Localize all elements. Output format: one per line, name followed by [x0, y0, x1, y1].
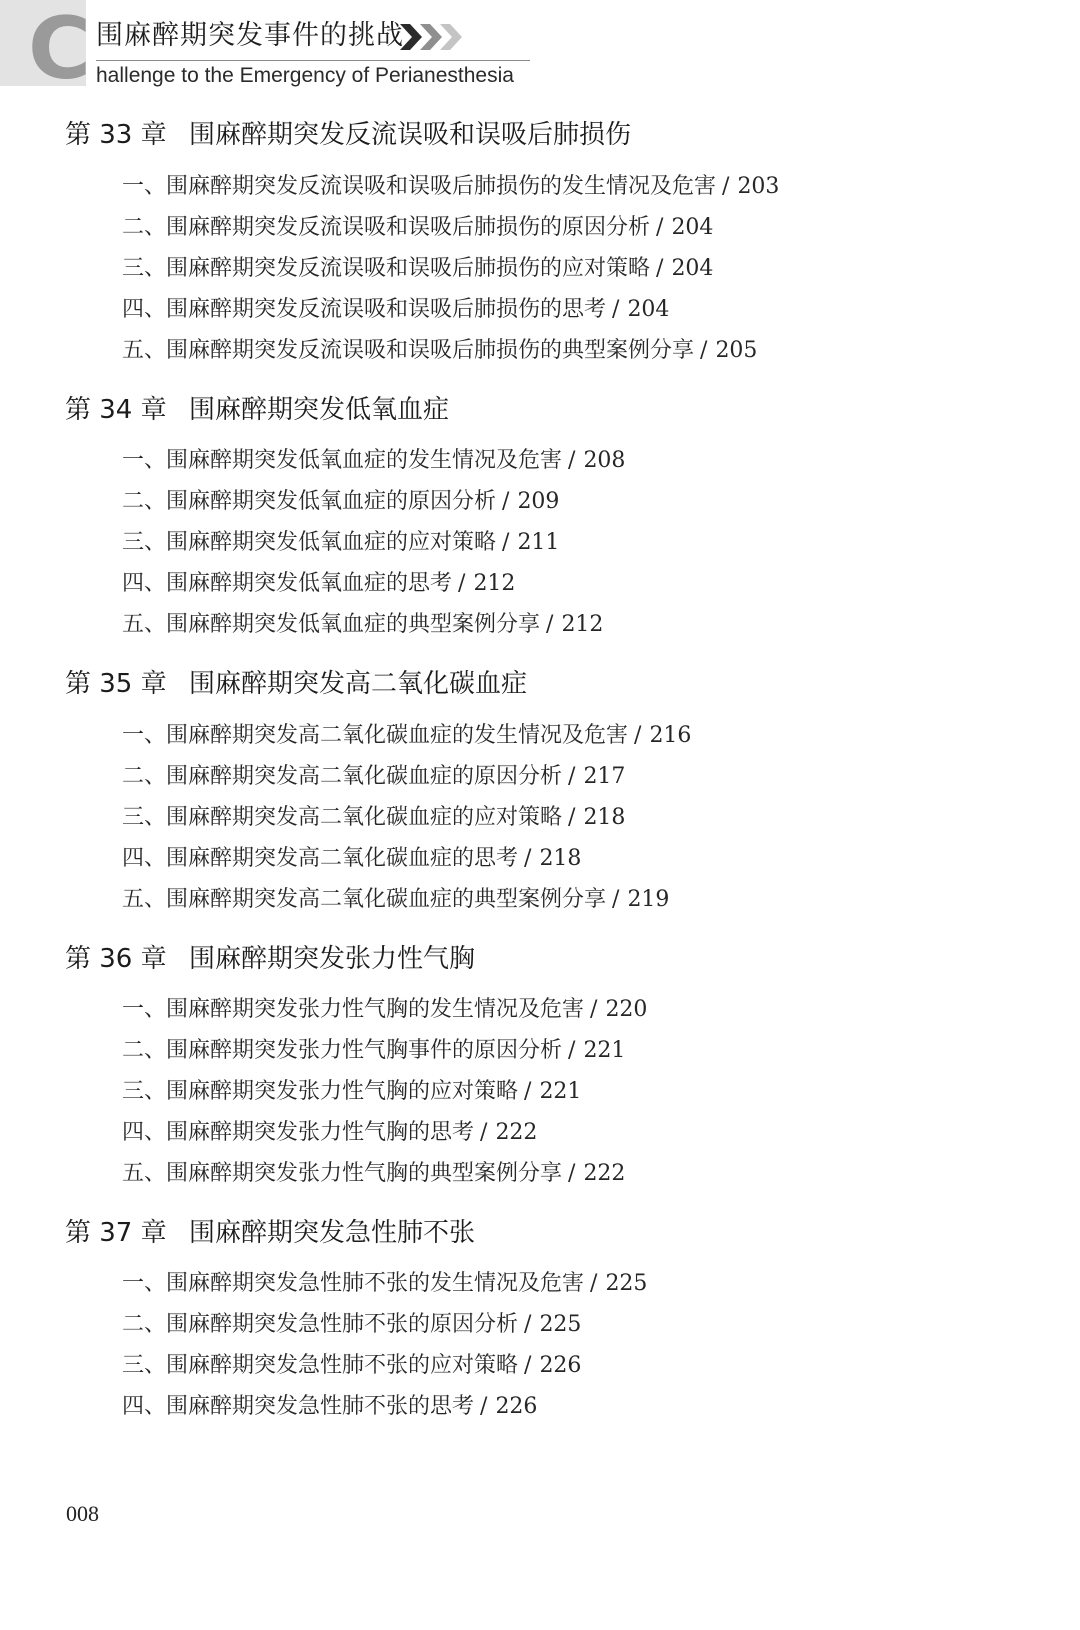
entry-title: 二、围麻醉期突发反流误吸和误吸后肺损伤的原因分析 — [122, 215, 651, 240]
chapter-title: 围麻醉期突发低氧血症 — [189, 395, 450, 425]
toc-entry[interactable] — [122, 1159, 625, 1189]
chapter-heading — [65, 393, 449, 427]
entry-title: 三、围麻醉期突发张力性气胸的应对策略 — [122, 1079, 519, 1104]
entry-page: 222 — [583, 1161, 626, 1186]
chevron-arrows-icon — [400, 20, 472, 54]
page-separator: / — [700, 338, 708, 363]
toc-entry[interactable] — [122, 487, 559, 517]
entry-page: 225 — [605, 1271, 648, 1296]
toc-entry[interactable] — [122, 610, 603, 640]
page-separator: / — [502, 489, 510, 514]
entry-title: 二、围麻醉期突发急性肺不张的原因分析 — [122, 1312, 519, 1337]
page-separator: / — [722, 174, 730, 199]
entry-page: 222 — [495, 1120, 538, 1145]
toc-entry[interactable] — [122, 528, 559, 558]
entry-page: 226 — [495, 1394, 538, 1419]
entry-title: 五、围麻醉期突发反流误吸和误吸后肺损伤的典型案例分享 — [122, 338, 695, 363]
entry-page: 219 — [627, 887, 670, 912]
page-separator: / — [524, 1312, 532, 1337]
toc-entry[interactable] — [122, 1310, 581, 1340]
page-separator: / — [634, 723, 642, 748]
page-separator: / — [458, 571, 466, 596]
header-divider — [96, 60, 530, 61]
entry-title: 二、围麻醉期突发低氧血症的原因分析 — [122, 489, 497, 514]
entry-page: 225 — [539, 1312, 582, 1337]
page-separator: / — [524, 846, 532, 871]
page-separator: / — [612, 297, 620, 322]
toc-entry[interactable] — [122, 1269, 647, 1299]
toc-entry[interactable] — [122, 721, 691, 751]
entry-page: 209 — [517, 489, 560, 514]
entry-page: 218 — [539, 846, 582, 871]
entry-page: 226 — [539, 1353, 582, 1378]
page-separator: / — [524, 1353, 532, 1378]
page-separator: / — [568, 448, 576, 473]
chapter-heading — [65, 1216, 475, 1250]
chapter-title: 围麻醉期突发反流误吸和误吸后肺损伤 — [189, 120, 632, 150]
entry-page: 221 — [583, 1038, 626, 1063]
entry-title: 三、围麻醉期突发反流误吸和误吸后肺损伤的应对策略 — [122, 256, 651, 281]
toc-entry[interactable] — [122, 254, 713, 284]
entry-title: 一、围麻醉期突发张力性气胸的发生情况及危害 — [122, 997, 585, 1022]
chapter-title: 围麻醉期突发高二氧化碳血症 — [189, 669, 528, 699]
chapter-number: 第 36 章 — [65, 944, 167, 974]
page-separator: / — [546, 612, 554, 637]
entry-title: 四、围麻醉期突发张力性气胸的思考 — [122, 1120, 475, 1145]
toc-entry[interactable] — [122, 213, 713, 243]
page-number: 008 — [66, 1501, 99, 1526]
page-separator: / — [568, 1161, 576, 1186]
toc-entry[interactable] — [122, 762, 625, 792]
entry-title: 五、围麻醉期突发高二氧化碳血症的典型案例分享 — [122, 887, 607, 912]
entry-title: 一、围麻醉期突发低氧血症的发生情况及危害 — [122, 448, 563, 473]
chapter-title: 围麻醉期突发张力性气胸 — [189, 944, 476, 974]
chapter-heading — [65, 942, 475, 976]
entry-page: 218 — [583, 805, 626, 830]
chapter-number: 第 34 章 — [65, 395, 167, 425]
toc-entry[interactable] — [122, 844, 581, 874]
toc-entry[interactable] — [122, 446, 625, 476]
toc-entry[interactable] — [122, 1392, 537, 1422]
entry-title: 三、围麻醉期突发低氧血症的应对策略 — [122, 530, 497, 555]
entry-page: 212 — [561, 612, 604, 637]
entry-page: 203 — [737, 174, 780, 199]
entry-title: 三、围麻醉期突发急性肺不张的应对策略 — [122, 1353, 519, 1378]
entry-title: 一、围麻醉期突发急性肺不张的发生情况及危害 — [122, 1271, 585, 1296]
entry-title: 五、围麻醉期突发低氧血症的典型案例分享 — [122, 612, 541, 637]
page-separator: / — [656, 256, 664, 281]
entry-page: 212 — [473, 571, 516, 596]
toc-entry[interactable] — [122, 803, 625, 833]
header-letter: C — [28, 0, 92, 99]
entry-title: 一、围麻醉期突发高二氧化碳血症的发生情况及危害 — [122, 723, 629, 748]
entry-title: 三、围麻醉期突发高二氧化碳血症的应对策略 — [122, 805, 563, 830]
toc-entry[interactable] — [122, 336, 757, 366]
entry-page: 221 — [539, 1079, 582, 1104]
entry-page: 211 — [517, 530, 560, 555]
book-title-chinese: 围麻醉期突发事件的挑战 — [96, 20, 404, 51]
toc-entry[interactable] — [122, 569, 515, 599]
entry-page: 204 — [671, 215, 714, 240]
toc-entry[interactable] — [122, 1077, 581, 1107]
entry-page: 204 — [671, 256, 714, 281]
page-separator: / — [480, 1120, 488, 1145]
toc-entry[interactable] — [122, 1118, 537, 1148]
chapter-title: 围麻醉期突发急性肺不张 — [189, 1218, 476, 1248]
page-separator: / — [568, 1038, 576, 1063]
entry-title: 四、围麻醉期突发反流误吸和误吸后肺损伤的思考 — [122, 297, 607, 322]
entry-title: 一、围麻醉期突发反流误吸和误吸后肺损伤的发生情况及危害 — [122, 174, 717, 199]
toc-entry[interactable] — [122, 295, 669, 325]
page-separator: / — [612, 887, 620, 912]
page-separator: / — [656, 215, 664, 240]
entry-page: 204 — [627, 297, 670, 322]
entry-title: 五、围麻醉期突发张力性气胸的典型案例分享 — [122, 1161, 563, 1186]
chapter-number: 第 35 章 — [65, 669, 167, 699]
page-separator: / — [524, 1079, 532, 1104]
page-separator: / — [568, 805, 576, 830]
book-title-english: hallenge to the Emergency of Perianesthesia — [96, 64, 514, 87]
page-separator: / — [568, 764, 576, 789]
chapter-heading — [65, 667, 527, 701]
entry-page: 216 — [649, 723, 692, 748]
entry-title: 四、围麻醉期突发急性肺不张的思考 — [122, 1394, 475, 1419]
toc-entry[interactable] — [122, 1036, 625, 1066]
toc-entry[interactable] — [122, 1351, 581, 1381]
page-separator: / — [590, 1271, 598, 1296]
entry-title: 二、围麻醉期突发高二氧化碳血症的原因分析 — [122, 764, 563, 789]
entry-title: 四、围麻醉期突发低氧血症的思考 — [122, 571, 453, 596]
toc-entry[interactable] — [122, 995, 647, 1025]
toc-entry[interactable] — [122, 172, 779, 202]
entry-title: 四、围麻醉期突发高二氧化碳血症的思考 — [122, 846, 519, 871]
page-separator: / — [502, 530, 510, 555]
chapter-number: 第 33 章 — [65, 120, 167, 150]
entry-title: 二、围麻醉期突发张力性气胸事件的原因分析 — [122, 1038, 563, 1063]
page-separator: / — [590, 997, 598, 1022]
chapter-heading — [65, 118, 631, 152]
entry-page: 220 — [605, 997, 648, 1022]
chapter-number: 第 37 章 — [65, 1218, 167, 1248]
entry-page: 217 — [583, 764, 626, 789]
entry-page: 205 — [715, 338, 758, 363]
toc-entry[interactable] — [122, 885, 669, 915]
page-separator: / — [480, 1394, 488, 1419]
entry-page: 208 — [583, 448, 626, 473]
